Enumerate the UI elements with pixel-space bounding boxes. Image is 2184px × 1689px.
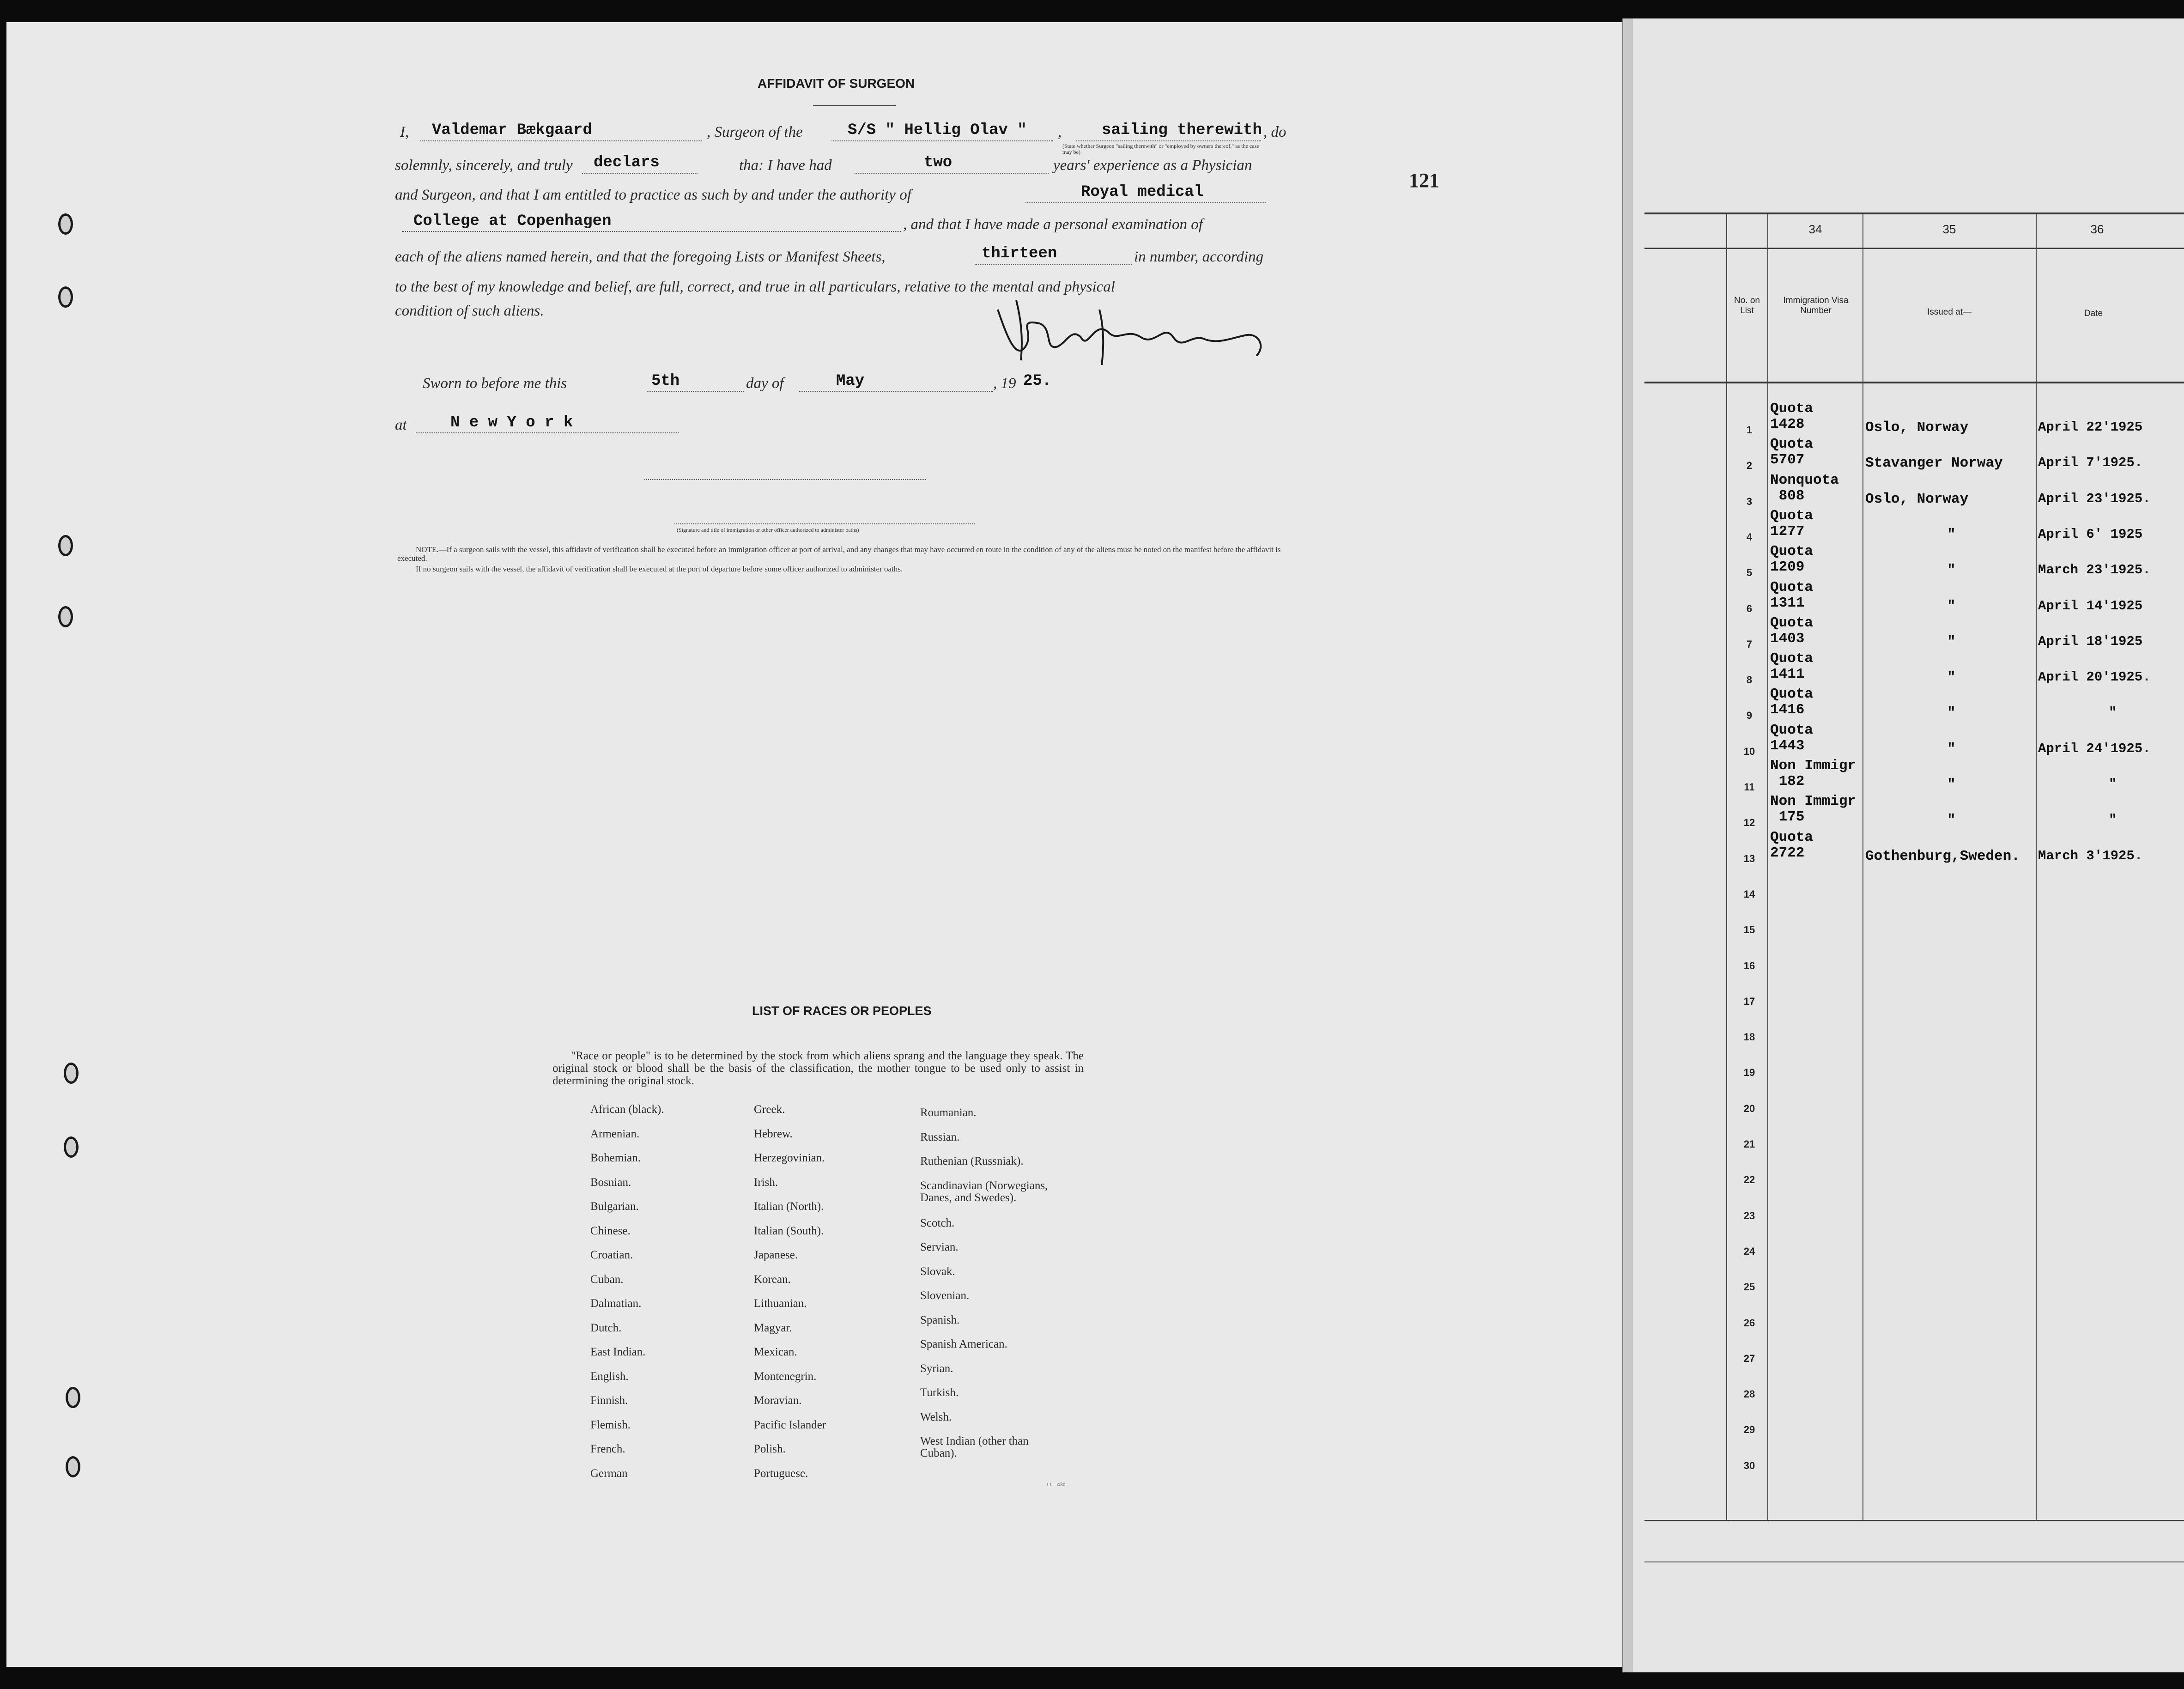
race-item: Turkish. <box>920 1386 959 1399</box>
col-divider <box>2036 214 2037 1520</box>
visa-date: March 23'1925. <box>2038 562 2151 578</box>
page-number: 121 <box>1409 169 1439 192</box>
visa-number: Quota 1311 <box>1770 579 1814 611</box>
note-surgeon-sails: NOTE.—If a surgeon sails with the vessel, this affidavit of verification shall be executed before an immigration officer at port of arrival, and any changes that may have occurred en route in the condition of any of the aliens must be noted on the manifest before the affidavit is executed. <box>397 545 1281 563</box>
race-item: French. <box>590 1443 625 1455</box>
sailing-note: (State whether Surgeon "sailing therewith" or "employed by owners thereof," as the case may be) <box>1062 143 1259 155</box>
sailing-status: sailing therewith <box>1102 122 1262 139</box>
table-top-rule <box>1644 213 2184 214</box>
punch-hole-icon <box>64 1136 79 1158</box>
blank-line <box>402 231 901 232</box>
header-date: Date <box>2084 309 2103 318</box>
issued-at: " <box>1947 633 1956 650</box>
race-item: Polish. <box>754 1443 786 1455</box>
visa-number: Quota 1209 <box>1770 543 1814 576</box>
punch-hole-icon <box>58 286 73 308</box>
header-visa-number: Immigration Visa Number <box>1783 296 1849 316</box>
text-comma: , <box>1058 124 1062 140</box>
row-number: 10 <box>1743 745 1755 757</box>
col-divider <box>1726 214 1727 1520</box>
race-item: Welsh. <box>920 1410 952 1423</box>
race-item: Italian (North). <box>754 1200 824 1213</box>
punch-hole-icon <box>58 606 73 627</box>
row-number: 27 <box>1743 1352 1755 1364</box>
row-number: 2 <box>1746 460 1753 472</box>
text-in-number: in number, according <box>1134 249 1264 265</box>
row-number: 6 <box>1746 602 1753 614</box>
race-item: Roumanian. <box>920 1106 977 1119</box>
race-item: East Indian. <box>590 1346 646 1358</box>
visa-number: Non Immigr 182 <box>1770 758 1856 790</box>
issued-at: " <box>1947 812 1956 829</box>
note-no-surgeon: If no surgeon sails with the vessel, the affidavit of verification shall be executed at the port of departure before some officer authorized to administer oaths. <box>416 565 903 573</box>
row-number: 14 <box>1743 888 1755 900</box>
visa-date: April 22'1925 <box>2038 419 2143 435</box>
punch-hole-icon <box>64 1063 79 1084</box>
row-number: 28 <box>1743 1388 1755 1400</box>
issued-at: " <box>1947 741 1956 757</box>
text-each: each of the aliens named herein, and that the foregoing Lists or Manifest Sheets, <box>395 249 886 265</box>
row-number: 5 <box>1746 567 1753 579</box>
race-item: Hebrew. <box>754 1127 793 1140</box>
race-item: Mexican. <box>754 1346 797 1358</box>
col-number-36: 36 <box>2090 222 2104 236</box>
visa-number: Quota 1411 <box>1770 650 1814 683</box>
race-item: Bohemian. <box>590 1152 641 1164</box>
surgeon-name: Valdemar Bækgaard <box>432 122 592 139</box>
race-item: Bulgarian. <box>590 1200 639 1213</box>
race-item: Portuguese. <box>754 1467 808 1480</box>
text-and-surgeon: and Surgeon, and that I am entitled to practice as such by and under the authority of <box>395 187 911 203</box>
visa-number: Quota 1443 <box>1770 722 1814 754</box>
text-years: years' experience as a Physician <box>1053 157 1252 174</box>
row-number: 20 <box>1743 1102 1755 1114</box>
issued-at: " <box>1947 526 1956 543</box>
blank-line <box>831 140 1053 141</box>
table-footer-rule <box>1644 1561 2184 1562</box>
sheet-count: thirteen <box>982 245 1057 262</box>
visa-number: Quota 1403 <box>1770 614 1814 647</box>
race-item: Lithuanian. <box>754 1297 807 1310</box>
row-number: 13 <box>1743 852 1755 864</box>
race-item: Moravian. <box>754 1394 802 1407</box>
visa-date: April 7'1925. <box>2038 455 2143 471</box>
text-best: to the best of my knowledge and belief, are full, correct, and true in all particulars, relative to the mental and physical <box>395 279 1115 295</box>
race-item: Slovak. <box>920 1265 955 1278</box>
table-colnum-rule <box>1644 248 2184 249</box>
race-item: Spanish American. <box>920 1338 1007 1351</box>
row-number: 22 <box>1743 1174 1755 1186</box>
race-item: Syrian. <box>920 1362 953 1375</box>
row-number: 26 <box>1743 1317 1755 1329</box>
visa-number: Non Immigr 175 <box>1770 793 1856 826</box>
races-title: LIST OF RACES OR PEOPLES <box>752 1004 932 1018</box>
race-item: Slovenian. <box>920 1289 970 1302</box>
race-item: Chinese. <box>590 1224 631 1237</box>
row-number: 18 <box>1743 1031 1755 1043</box>
visa-date: April 23'1925. <box>2038 491 2151 506</box>
text-solemnly: solemnly, sincerely, and truly <box>395 157 573 174</box>
visa-date: " <box>2109 812 2117 828</box>
race-item: German <box>590 1467 628 1480</box>
race-item: Korean. <box>754 1273 791 1286</box>
visa-number: Nonquota 808 <box>1770 472 1839 504</box>
row-number: 1 <box>1746 424 1753 436</box>
race-item: Croatian. <box>590 1249 633 1261</box>
header-issued-at: Issued at— <box>1927 307 1972 317</box>
visa-date: " <box>2109 705 2117 721</box>
punch-hole-icon <box>66 1387 80 1408</box>
official-signature-line <box>644 479 926 480</box>
text-19: , 19 <box>993 375 1016 392</box>
issued-at: " <box>1947 598 1956 614</box>
blank-line <box>1076 140 1261 141</box>
issued-at: Stavanger Norway <box>1865 455 2003 472</box>
race-item: Dalmatian. <box>590 1297 642 1310</box>
blank-line <box>799 391 993 392</box>
authority-line-2: College at Copenhagen <box>413 213 612 230</box>
table-bottom-rule <box>1644 1520 2184 1521</box>
text-personal: , and that I have made a personal examination of <box>903 216 1203 233</box>
row-number: 17 <box>1743 995 1755 1007</box>
row-number: 15 <box>1743 924 1755 936</box>
text-condition: condition of such aliens. <box>395 303 544 319</box>
text-do: , do <box>1263 124 1286 140</box>
race-item: Russian. <box>920 1130 960 1143</box>
row-number: 21 <box>1743 1138 1755 1150</box>
row-number: 12 <box>1743 817 1755 829</box>
row-number: 4 <box>1746 531 1753 543</box>
race-item: Servian. <box>920 1241 959 1254</box>
visa-date: March 3'1925. <box>2038 848 2143 863</box>
sworn-year: 25. <box>1023 372 1052 390</box>
issued-at: " <box>1947 562 1956 579</box>
row-number: 25 <box>1743 1281 1755 1293</box>
row-number: 8 <box>1746 674 1753 686</box>
race-item: Finnish. <box>590 1394 628 1407</box>
blank-line <box>416 432 679 433</box>
visa-date: " <box>2109 777 2117 792</box>
text-surgeon-of: , Surgeon of the <box>707 124 803 140</box>
col-number-34: 34 <box>1808 222 1822 236</box>
blank-line <box>975 264 1132 265</box>
race-item: Greek. <box>754 1103 785 1116</box>
signature-caption: (Signature and title of immigration or other officer authorized to administer oaths) <box>677 527 859 533</box>
table-header-rule <box>1644 382 2184 383</box>
blank-line <box>582 173 698 174</box>
race-item: Cuban. <box>590 1273 624 1286</box>
vessel-name: S/S " Hellig Olav " <box>848 122 1027 139</box>
row-number: 16 <box>1743 960 1755 972</box>
punch-hole-icon <box>58 535 73 556</box>
race-item: Japanese. <box>754 1249 798 1261</box>
race-item: Pacific Islander <box>754 1418 826 1431</box>
row-number: 11 <box>1744 781 1755 793</box>
blank-line <box>420 140 702 141</box>
issued-at: Gothenburg,Sweden. <box>1865 848 2020 864</box>
visa-number: Quota 1416 <box>1770 686 1814 718</box>
race-item: Scandinavian (Norwegians, Danes, and Swedes). <box>920 1179 1048 1204</box>
authority-line-1: Royal medical <box>1081 183 1204 201</box>
visa-number: Quota 2722 <box>1770 829 1814 861</box>
visa-date: April 14'1925 <box>2038 598 2143 614</box>
form-number: 11—430 <box>1046 1481 1066 1488</box>
visa-number: Quota 5707 <box>1770 436 1814 468</box>
race-item: Bosnian. <box>590 1176 631 1189</box>
race-item: Dutch. <box>590 1321 622 1334</box>
visa-date: April 20'1925. <box>2038 669 2151 685</box>
row-number: 9 <box>1746 710 1753 722</box>
race-item: English. <box>590 1370 629 1383</box>
punch-hole-icon <box>58 213 73 235</box>
header-no-on-list: No. on List <box>1734 296 1760 316</box>
officer-signature-line <box>674 523 975 524</box>
race-item: Irish. <box>754 1176 778 1189</box>
punch-hole-icon <box>66 1456 80 1477</box>
manifest-page <box>1633 18 2184 1672</box>
race-item: African (black). <box>590 1103 664 1116</box>
sworn-day: 5th <box>651 372 680 390</box>
surgeon-signature <box>989 291 1275 370</box>
race-item: Scotch. <box>920 1216 955 1229</box>
text-at: at <box>395 417 407 433</box>
declare-word: declars <box>594 154 660 171</box>
issued-at: Oslo, Norway <box>1865 491 1969 507</box>
race-item: West Indian (other than Cuban). <box>920 1435 1029 1460</box>
blank-line <box>1025 202 1266 203</box>
row-number: 29 <box>1743 1424 1755 1436</box>
race-item: Italian (South). <box>754 1224 824 1237</box>
race-item: Montenegrin. <box>754 1370 817 1383</box>
text-i: I, <box>400 124 409 140</box>
sworn-place: N e w Y o r k <box>450 414 573 431</box>
row-number: 30 <box>1743 1459 1755 1471</box>
visa-date: April 18'1925 <box>2038 633 2143 649</box>
sworn-month: May <box>836 372 865 390</box>
text-day-of: day of <box>746 375 784 392</box>
issued-at: Oslo, Norway <box>1865 419 1969 436</box>
races-intro: "Race or people" is to be determined by the stock from which aliens sprang and the language they speak. The original stock or blood shall be the basis of the classification, the mother tongue to be used only to assist in determining the original stock. <box>552 1050 1084 1087</box>
issued-at: " <box>1947 777 1956 793</box>
race-item: Spanish. <box>920 1313 960 1326</box>
row-number: 23 <box>1743 1209 1755 1221</box>
issued-at: " <box>1947 669 1956 686</box>
title-underline <box>813 105 896 106</box>
text-that: tha: I have had <box>739 157 832 174</box>
race-item: Magyar. <box>754 1321 792 1334</box>
row-number: 24 <box>1743 1245 1755 1257</box>
row-number: 7 <box>1746 638 1753 650</box>
col-divider <box>1862 214 1863 1520</box>
blank-line <box>855 173 1049 174</box>
visa-number: Quota 1277 <box>1770 507 1814 540</box>
race-item: Armenian. <box>590 1127 640 1140</box>
race-item: Herzegovinian. <box>754 1152 825 1164</box>
race-item: Ruthenian (Russniak). <box>920 1155 1024 1167</box>
col-divider <box>1767 214 1768 1520</box>
blank-line <box>647 391 744 392</box>
col-number-35: 35 <box>1942 222 1956 236</box>
visa-date: April 24'1925. <box>2038 741 2151 756</box>
text-sworn: Sworn to before me this <box>423 375 567 392</box>
issued-at: " <box>1947 705 1956 722</box>
visa-number: Quota 1428 <box>1770 401 1814 432</box>
visa-date: April 6' 1925 <box>2038 526 2143 542</box>
row-number: 3 <box>1746 495 1753 507</box>
race-item: Flemish. <box>590 1418 631 1431</box>
row-number: 19 <box>1743 1067 1755 1079</box>
affidavit-title: AFFIDAVIT OF SURGEON <box>758 76 915 91</box>
years-experience: two <box>924 154 952 171</box>
